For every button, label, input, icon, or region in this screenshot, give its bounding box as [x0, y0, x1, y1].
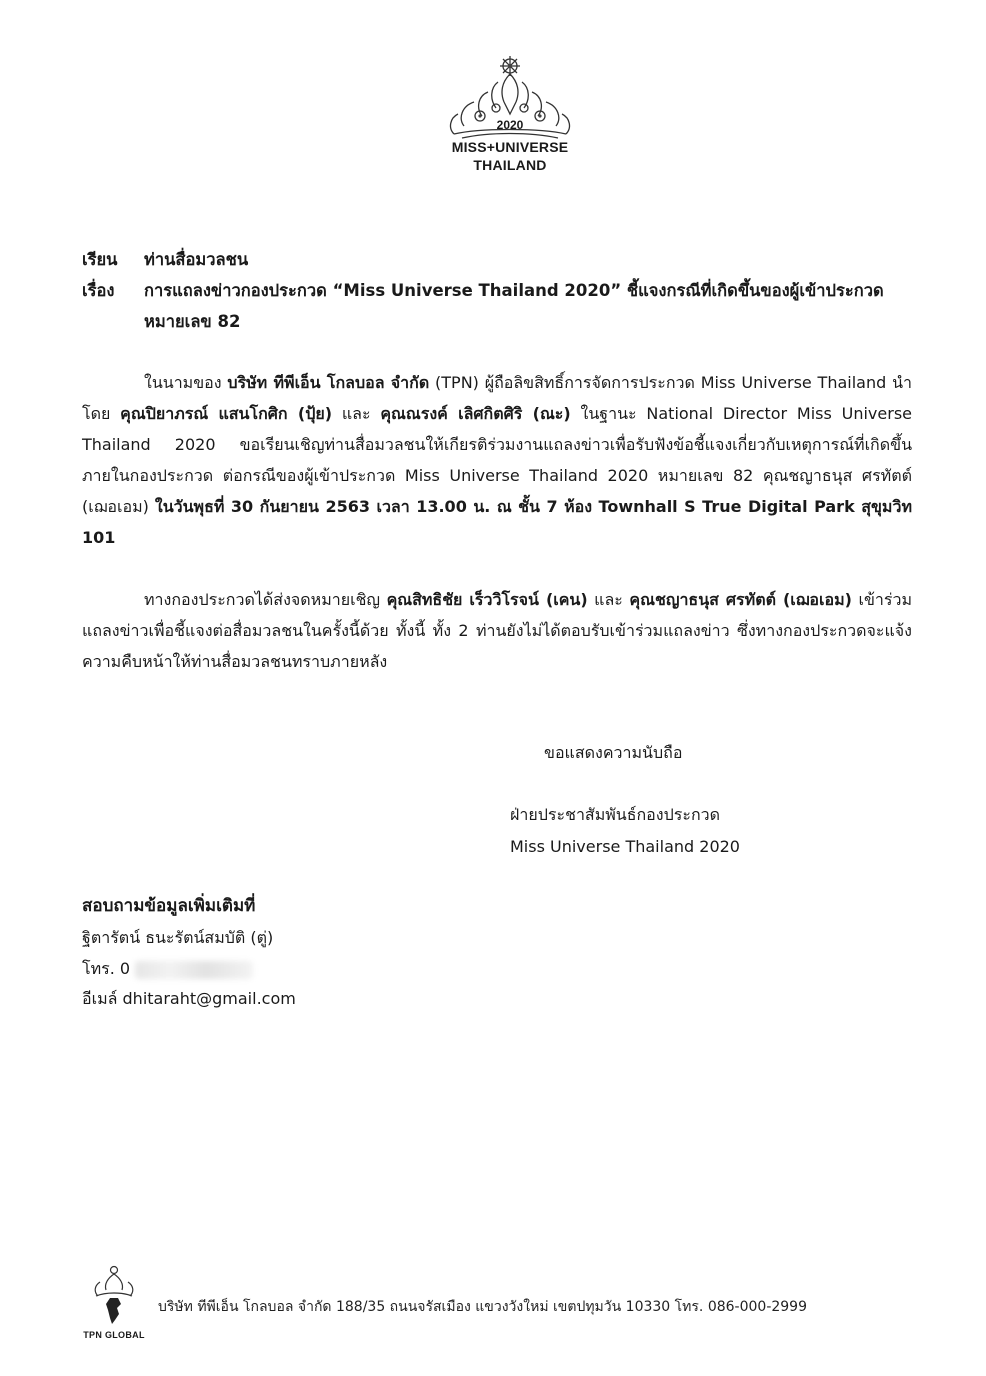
p1-person: คุณณรงค์ เลิศกิตศิริ (ณะ) — [380, 404, 571, 423]
logo-year: 2020 — [496, 118, 524, 132]
p1-company: บริษัท ทีพีเอ็น โกลบอล จำกัด — [227, 373, 430, 392]
subject-label: เรื่อง — [82, 281, 115, 300]
contact-email: อีเมล์ dhitaraht@gmail.com — [82, 989, 296, 1008]
redacted-phone-blur — [135, 961, 253, 979]
p1-person: คุณปิยาภรณ์ แสนโกศิก (ปุ้ย) — [120, 404, 333, 423]
tpn-global-logo — [74, 1264, 154, 1340]
p2-text: และ — [587, 590, 630, 609]
subject-line1: การแถลงข่าวกองประกวด “Miss Universe Thailand 2020” ชี้แจงกรณีที่เกิดขึ้นของผู้เข้าประกวด — [144, 281, 884, 300]
signature-line2: Miss Universe Thailand 2020 — [510, 837, 740, 856]
miss-universe-thailand-logo — [430, 52, 590, 174]
p1-event-details: ในวันพุธที่ 30 กันยายน 2563 เวลา 13.00 น. ณ ชั้น 7 ห้อง Townhall S True Digital Park สุขุมวิท 101 — [82, 497, 912, 547]
p2-text: เข้าร่วมแถลงข่าวเพื่อชี้แจงต่อสื่อมวลชนในครั้งนี้ด้วย ทั้งนี้ ทั้ง 2 ท่านยังไม่ได้ตอบรับเข้าร่วมแถลงข่าว ซึ่งทางกองประกวดจะแจ้งความคืบหน้าให้ท่านสื่อมวลชนทราบภายหลัง — [82, 590, 912, 671]
footer-logo-text: TPN GLOBAL — [83, 1330, 145, 1340]
closing-text: ขอแสดงความนับถือ — [544, 743, 683, 762]
p1-text: ในนามของ — [144, 373, 228, 392]
p1-text: และ — [332, 404, 381, 423]
contact-phone-label: โทร. 0 — [82, 959, 131, 978]
p1-text: ในฐานะ National Director Miss Universe Thailand 2020 ขอเรียนเชิญท่านสื่อมวลชนให้เกียรติร่วมงานแถลงข่าวเพื่อรับฟังข้อชี้แจงเกี่ยวกับเหตุการณ์ที่เกิดขึ้นภายในกองประกวด ต่อกรณีของผู้เข้าประกวด Miss Universe Thailand 2020 หมายเลข 82 คุณชญาธนุส ศรทัตต์ (เฌอเอม) — [82, 404, 912, 516]
logo-title-line2: THAILAND — [473, 157, 547, 173]
contact-phone-row — [82, 954, 253, 984]
contact-name: ฐิตารัตน์ ธนะรัตน์สมบัติ (ตู่) — [82, 928, 274, 947]
logo-title-line1: MISS+UNIVERSE — [451, 139, 569, 155]
recipient-value: ท่านสื่อมวลชน — [144, 250, 249, 269]
recipient-label: เรียน — [82, 250, 118, 269]
subject-row — [82, 276, 922, 306]
body-paragraph-1 — [82, 367, 912, 553]
p2-person: คุณชญาธนุส ศรทัตต์ (เฌอเอม) — [629, 590, 852, 609]
p1-text: (TPN) ผู้ถือลิขสิทธิ์การจัดการประกวด Miss Universe Thailand นำโดย — [82, 373, 912, 423]
subject-line2: หมายเลข 82 — [144, 312, 241, 331]
signature-line1: ฝ่ายประชาสัมพันธ์กองประกวด — [510, 805, 720, 824]
body-paragraph-2 — [82, 584, 912, 677]
footer-address: บริษัท ทีพีเอ็น โกลบอล จำกัด 188/35 ถนนจรัสเมือง แขวงวังใหม่ เขตปทุมวัน 10330 โทร. 086-000-2999 — [158, 1299, 807, 1315]
crown-map-icon — [88, 1264, 140, 1326]
contact-heading: สอบถามข้อมูลเพิ่มเติมที่ — [82, 896, 256, 916]
recipient-row — [82, 245, 248, 275]
p2-person: คุณสิทธิชัย เร็ววิโรจน์ (เคน) — [386, 590, 588, 609]
subject-line2-row — [144, 307, 240, 337]
p2-text: ทางกองประกวดได้ส่งจดหมายเชิญ — [144, 590, 387, 609]
